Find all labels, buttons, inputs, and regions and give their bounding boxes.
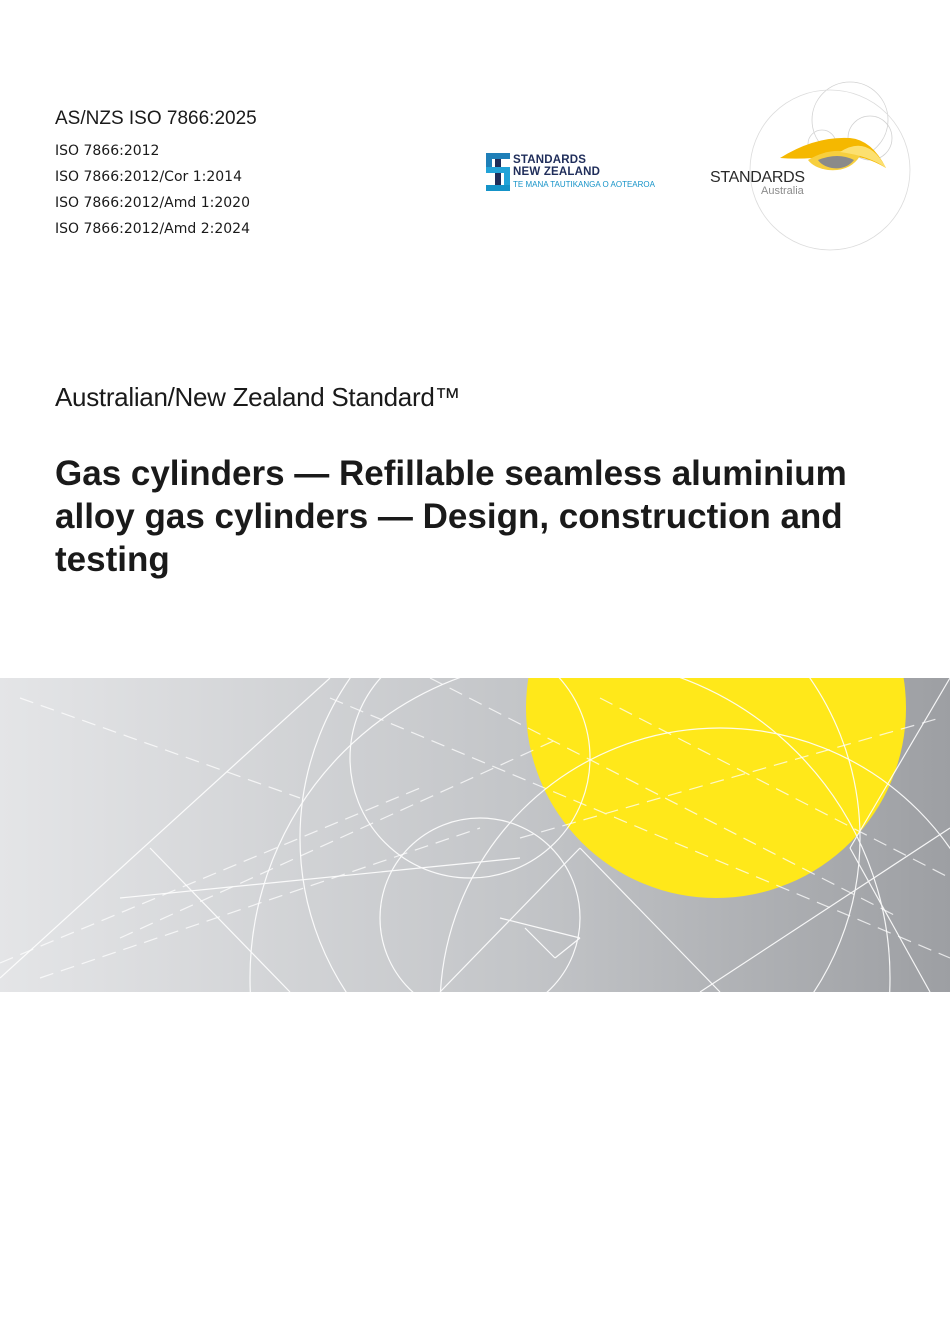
cover-banner-graphic: [0, 678, 950, 992]
standards-nz-mark-icon: [486, 153, 510, 191]
standard-identifiers: [55, 108, 257, 242]
related-standard: ISO 7866:2012/Amd 1:2020: [55, 195, 250, 211]
standards-nz-logo: [486, 153, 656, 193]
standard-designation: AS/NZS ISO 7866:2025: [55, 108, 257, 129]
standards-australia-sub: Australia: [761, 185, 804, 197]
standards-nz-line2: NEW ZEALAND: [513, 166, 601, 178]
standards-nz-line1: STANDARDS: [513, 154, 587, 166]
standards-australia-name: STANDARDS: [710, 169, 805, 186]
standards-australia-logo: [700, 80, 930, 270]
document-title: Gas cylinders — Refillable seamless aluminium alloy gas cylinders — Design, construction and testing: [55, 454, 847, 579]
standards-nz-name: [513, 154, 600, 178]
related-standard: ISO 7866:2012: [55, 143, 160, 159]
standards-nz-tagline: TE MANA TAUTIKANGA O AOTEAROA: [513, 180, 655, 189]
document-type: Australian/New Zealand Standard™: [55, 382, 461, 412]
related-standard: ISO 7866:2012/Amd 2:2024: [55, 221, 250, 237]
related-standard: ISO 7866:2012/Cor 1:2014: [55, 169, 242, 185]
